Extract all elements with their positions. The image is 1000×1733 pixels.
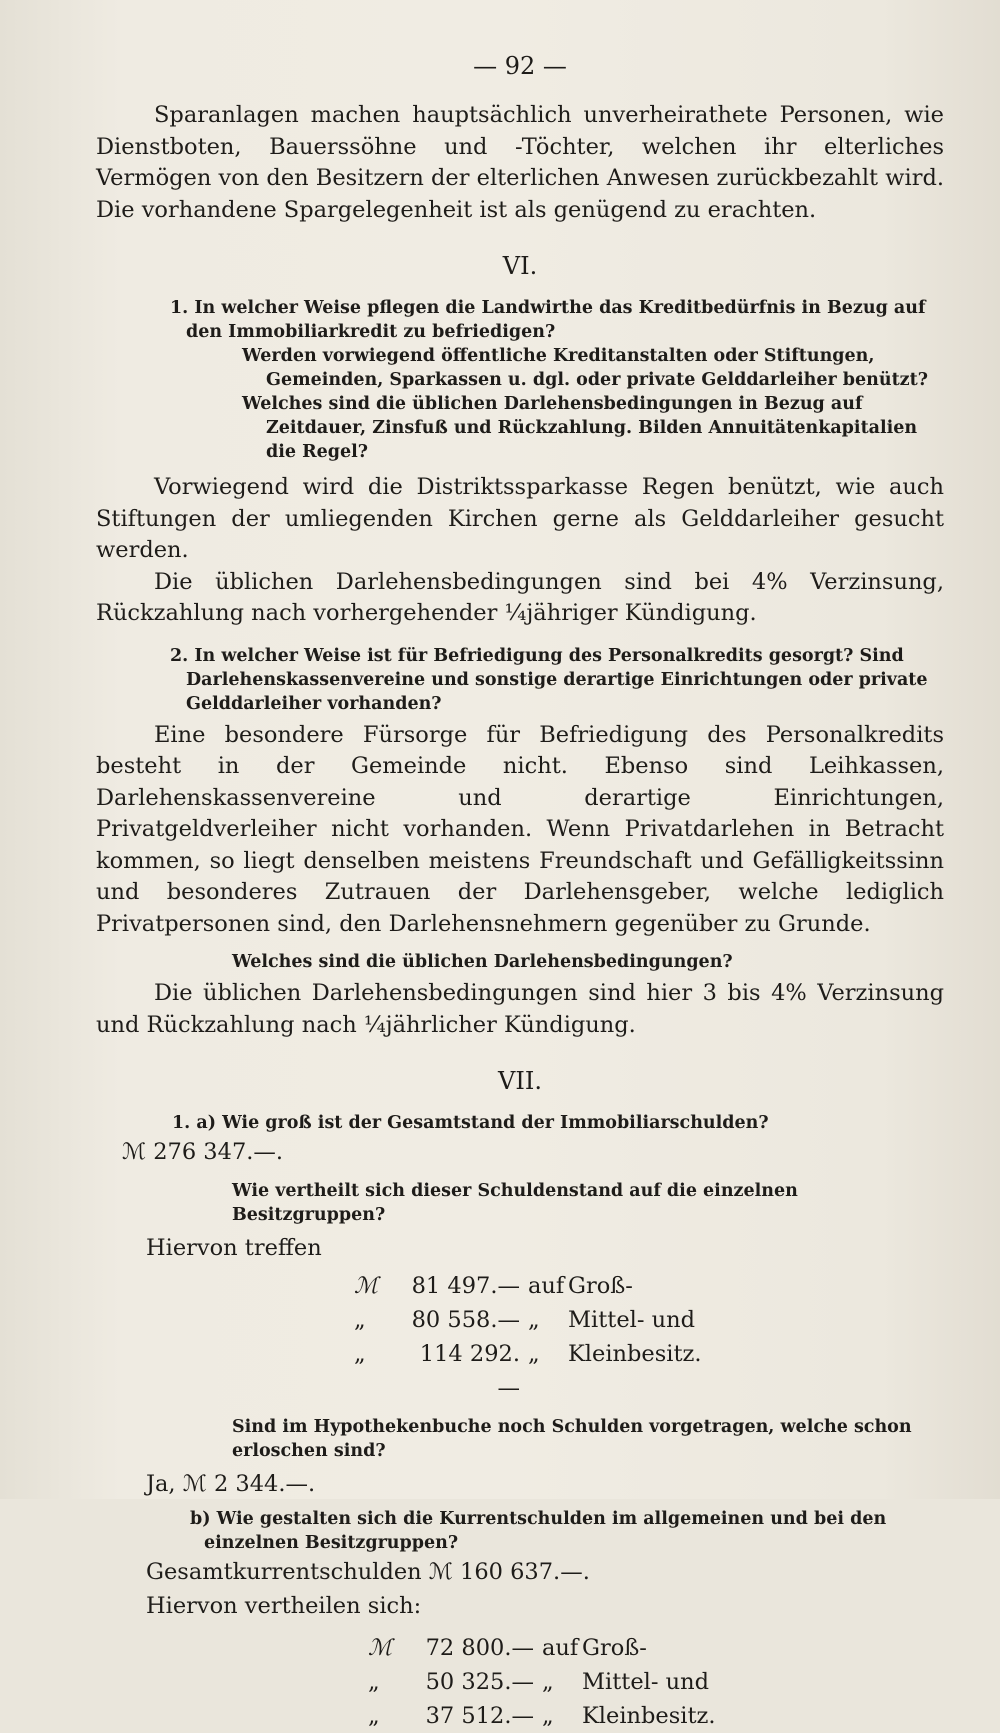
answer-vi-2-sub: Die üblichen Darlehensbedingungen sind hier 3 bis 4% Verzinsung und Rückzahlung nach ¼jährlicher Kündigung. [96, 980, 944, 1038]
distribution-amount: 81 497.— [411, 1273, 520, 1299]
question-vii-hypothek: Sind im Hypothekenbuche noch Schulden vorgetragen, welche schon erloschen sind? [232, 1417, 912, 1461]
section-vii-heading: VII. [498, 1067, 542, 1095]
distribution-symbol: ℳ [354, 1273, 379, 1299]
distribution-preposition: auf [528, 1273, 565, 1299]
distribution-group: Kleinbesitz. [568, 1341, 702, 1367]
answer-vi-1-paragraph-2: Die üblichen Darlehensbedingungen sind bei 4% Verzinsung, Rückzahlung nach vorhergehender ¼jähriger Kündigung. [96, 568, 944, 626]
distribution-amount: 80 558.— [411, 1307, 520, 1333]
intro-paragraph: Sparanlagen machen hauptsächlich unverheirathete Personen, wie Dienstboten, Bauerssöhne und -Töchter, welchen ihr elterliches Vermögen von den Besitzern der elterlichen Anwesen zurückbezahlt wird. Die vorhandene Spargelegenheit ist als genügend zu erachten. [96, 102, 944, 223]
distribution-symbol: „ [368, 1703, 380, 1729]
answer-vi-1-paragraph-1: Vorwiegend wird die Distriktssparkasse Regen benützt, wie auch Stiftungen der umliegenden Kirchen gerne als Gelddarleiher gesucht werden. [96, 474, 944, 563]
answer-vii-hypothek: Ja, ℳ 2 344.—. [146, 1471, 316, 1497]
section-vi-heading: VI. [502, 252, 538, 280]
question-vi-2: 2. In welcher Weise ist für Befriedigung des Personalkredits gesorgt? Sind Darlehenskassenvereine und sonstige derartige Einrichtungen oder private Gelddarleiher vorhanden? [170, 645, 928, 714]
question-vi-2-sub: Welches sind die üblichen Darlehensbedingungen? [232, 952, 733, 972]
answer-vii-1b-total: Gesamtkurrentschulden ℳ 160 637.—. [146, 1559, 590, 1585]
distribution-group: Mittel- und [582, 1669, 709, 1695]
distribution-group: Groß- [568, 1273, 633, 1299]
distribution-preposition: „ [542, 1703, 554, 1729]
distribution-immobiliar [354, 1269, 944, 1405]
distribution-preposition: „ [542, 1669, 554, 1695]
distribution-amount: 37 512.— [425, 1703, 534, 1729]
distribution-preposition: auf [542, 1635, 579, 1661]
distribution-kurrent [368, 1631, 944, 1733]
question-vii-1b: b) Wie gestalten sich die Kurrentschulden im allgemeinen und bei den einzelnen Besitzgruppen? [190, 1509, 887, 1553]
question-vi-1-sub-1: Werden vorwiegend öffentliche Kreditanstalten oder Stiftungen, Gemeinden, Sparkassen u. dgl. oder private Gelddarleiher benützt? [242, 346, 928, 390]
distribution-amount: 114 292.— [419, 1341, 520, 1401]
answer-vii-1a-sub-intro: Hiervon treffen [146, 1235, 322, 1261]
page-number: — 92 — [473, 52, 567, 80]
answer-vii-1a: ℳ 276 347.—. [122, 1139, 284, 1165]
distribution-symbol: „ [354, 1341, 366, 1367]
distribution-amount: 72 800.— [425, 1635, 534, 1661]
distribution-symbol: ℳ [368, 1635, 393, 1661]
distribution-symbol: „ [368, 1669, 380, 1695]
question-vii-1a: 1. a) Wie groß ist der Gesamtstand der Immobiliarschulden? [172, 1113, 769, 1133]
distribution-symbol: „ [354, 1307, 366, 1333]
distribution-preposition: „ [528, 1307, 540, 1333]
answer-vi-2: Eine besondere Fürsorge für Befriedigung des Personalkredits besteht in der Gemeinde nicht. Ebenso sind Leihkassen, Darlehenskassenvereine und derartige Einrichtungen, Privatgeldverleiher nicht vorhanden. Wenn Privatdarlehen in Betracht kommen, so liegt denselben meistens Freundschaft und Gefälligkeitssinn und besonderes Zutrauen der Darlehensgeber, welche lediglich Privatpersonen sind, den Darlehensnehmern gegenüber zu Grunde. [96, 721, 944, 937]
distribution-group: Groß- [582, 1635, 647, 1661]
distribution-amount: 50 325.— [425, 1669, 534, 1695]
question-vi-1: 1. In welcher Weise pflegen die Landwirthe das Kreditbedürfnis in Bezug auf den Immobiliarkredit zu befriedigen? [170, 298, 926, 342]
distribution-group: Mittel- und [568, 1307, 695, 1333]
answer-vii-1b-intro: Hiervon vertheilen sich: [146, 1593, 422, 1619]
question-vii-1a-sub: Wie vertheilt sich dieser Schuldenstand auf die einzelnen Besitzgruppen? [232, 1181, 798, 1225]
question-vi-1-sub-2: Welches sind die üblichen Darlehensbedingungen in Bezug auf Zeitdauer, Zinsfuß und Rückzahlung. Bilden Annuitätenkapitalien die Regel? [242, 394, 918, 462]
distribution-preposition: „ [528, 1341, 540, 1367]
distribution-group: Kleinbesitz. [582, 1703, 716, 1729]
